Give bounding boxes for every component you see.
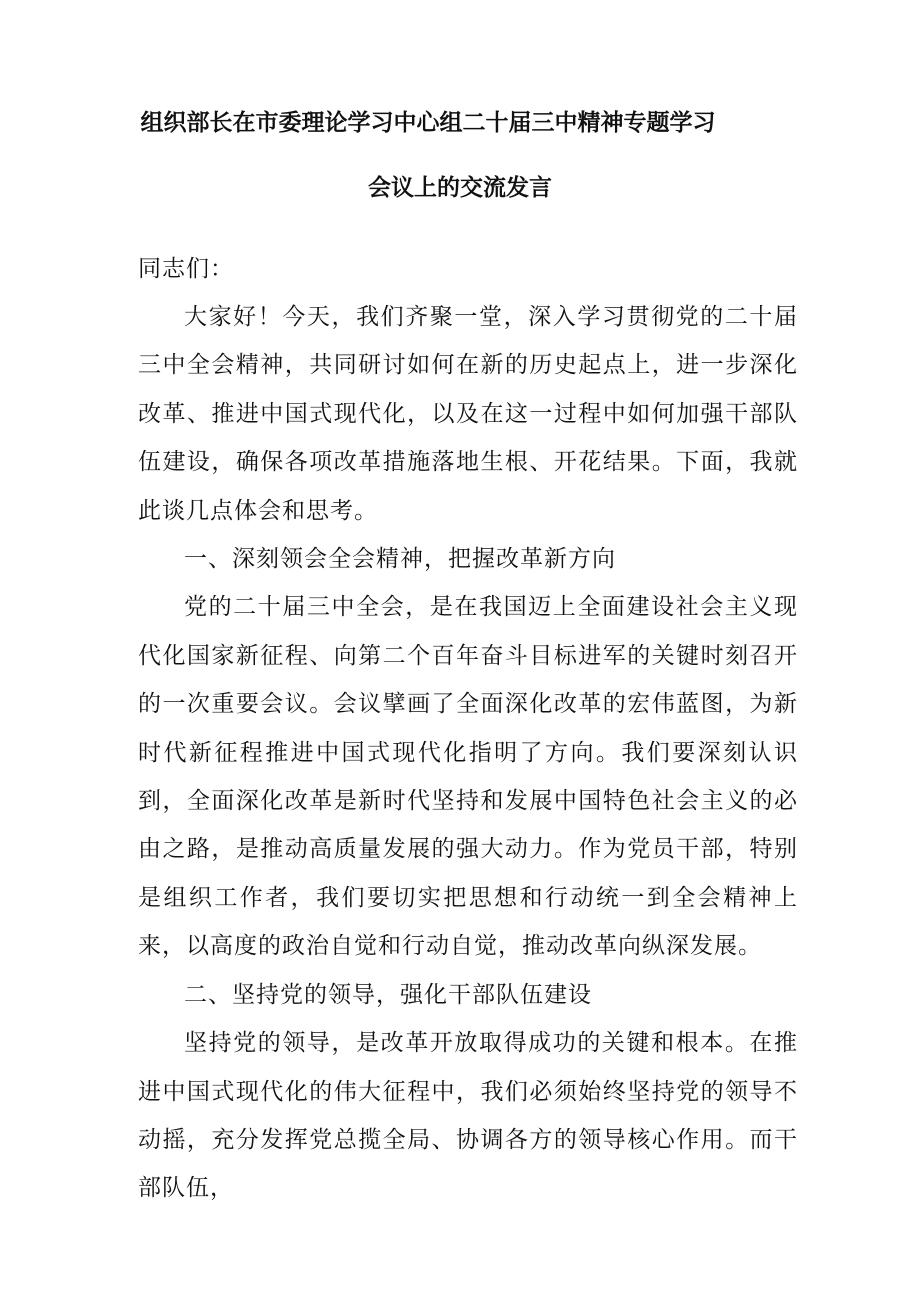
document-title-line-1: 组织部长在市委理论学习中心组二十届三中精神专题学习: [140, 110, 716, 136]
salutation: 同志们：: [138, 256, 234, 282]
paragraph-section-1: 党的二十届三中全会，是在我国迈上全面建设社会主义现代化国家新征程、向第二个百年奋斗目标进军的关键时刻召开的一次重要会议。会议擘画了全面深化改革的宏伟蓝图，为新时代新征程推进中国式现代化指明了方向。我们要深刻认识到，全面深化改革是新时代坚持和发展中国特色社会主义的必由之路，是推动高质量发展的强大动力。作为党员干部，特别是组织工作者，我们要切实把思想和行动统一到全会精神上来，以高度的政治自觉和行动自觉，推动改革向纵深发展。: [138, 594, 798, 960]
document-body: [138, 293, 798, 1213]
paragraph-opening: 大家好！今天，我们齐聚一堂，深入学习贯彻党的二十届三中全会精神，共同研讨如何在新的历史起点上，进一步深化改革、推进中国式现代化，以及在这一过程中如何加强干部队伍建设，确保各项改革措施落地生根、开花结果。下面，我就此谈几点体会和思考。: [138, 304, 798, 524]
section-heading-1: 一、深刻领会全会精神，把握改革新方向: [184, 546, 616, 573]
section-heading-2: 二、坚持党的领导，强化干部队伍建设: [184, 981, 592, 1008]
paragraph-section-2: 坚持党的领导，是改革开放取得成功的关键和根本。在推进中国式现代化的伟大征程中，我们必须始终坚持党的领导不动摇，充分发挥党总揽全局、协调各方的领导核心作用。而干部队伍，: [138, 1030, 798, 1202]
document-title-line-2: 会议上的交流发言: [368, 175, 552, 201]
